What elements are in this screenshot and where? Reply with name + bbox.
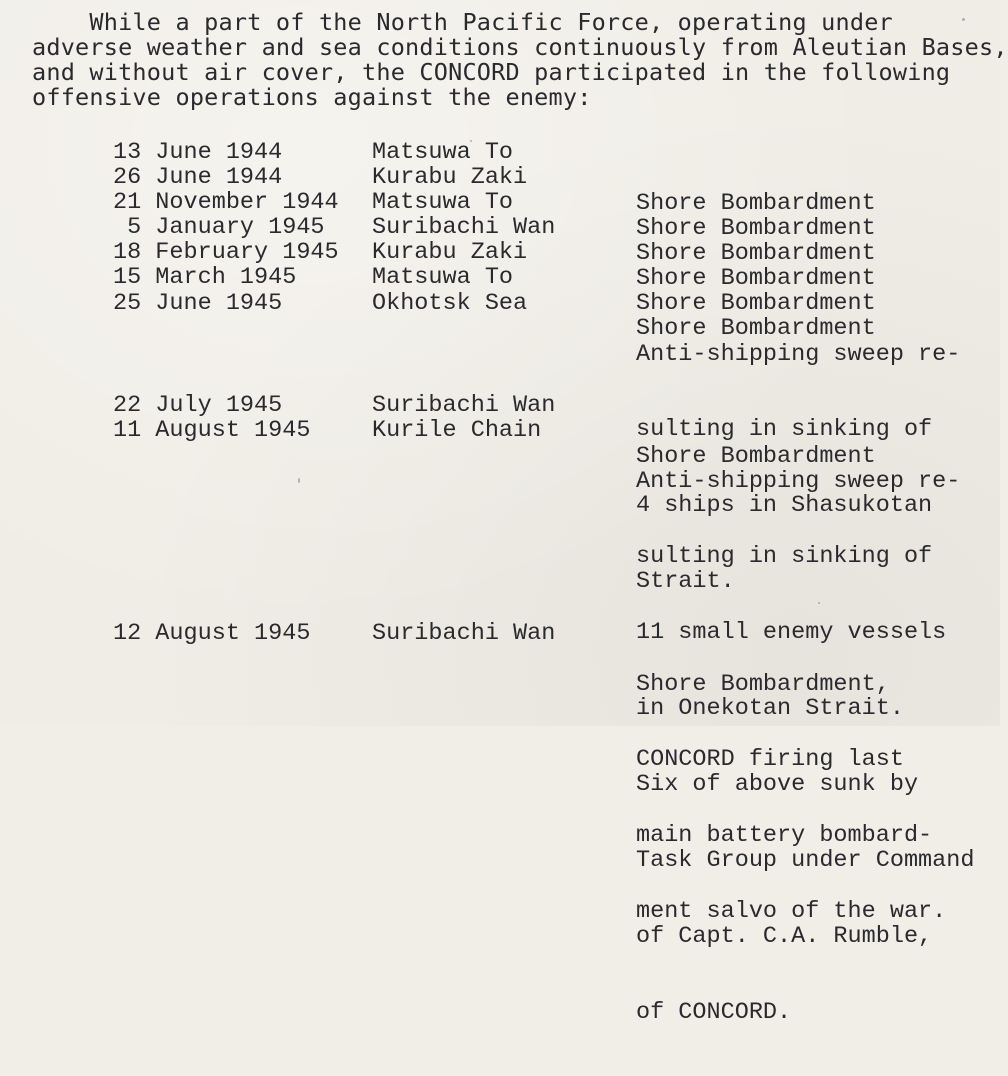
- paper-speck: [962, 18, 965, 21]
- operation-date: 11 August 1945: [113, 417, 311, 444]
- operation-action: [636, 621, 946, 975]
- operation-date: 5 January 1945: [113, 214, 325, 241]
- operation-action-line: Shore Bombardment: [636, 314, 876, 342]
- operation-location: Suribachi Wan: [372, 392, 556, 419]
- operation-action-line: Shore Bombardment: [636, 442, 876, 470]
- operation-location: Okhotsk Sea: [372, 290, 528, 317]
- operation-action-line: sulting in sinking of: [636, 543, 933, 571]
- paper-speck: [298, 478, 300, 483]
- operation-location: Kurile Chain: [372, 417, 542, 444]
- operation-date: 18 February 1945: [113, 239, 339, 266]
- operation-date: 12 August 1945: [113, 620, 311, 647]
- operation-action-line: Shore Bombardment: [636, 214, 876, 242]
- operation-action-line: of CONCORD.: [636, 998, 792, 1026]
- operation-action-line: 11 small enemy vessels: [636, 619, 947, 647]
- operation-action-line: Strait.: [636, 568, 735, 596]
- operation-date: 15 March 1945: [113, 264, 297, 291]
- operation-location: Kurabu Zaki: [372, 164, 528, 191]
- operation-date: 22 July 1945: [113, 392, 283, 419]
- operation-date: 21 November 1944: [113, 189, 339, 216]
- intro-line: adverse weather and sea conditions continuously from Aleutian Bases,: [32, 33, 1008, 61]
- operation-action-line: 4 ships in Shasukotan: [636, 492, 933, 520]
- intro-paragraph: [32, 8, 1008, 111]
- operation-action-line: sulting in sinking of: [636, 416, 933, 444]
- operation-action-line: of Capt. C.A. Rumble,: [636, 922, 933, 950]
- operation-action-line: ment salvo of the war.: [636, 898, 947, 926]
- operation-action-line: Shore Bombardment,: [636, 670, 890, 698]
- operation-date: 25 June 1945: [113, 290, 283, 317]
- operation-location: Matsuwa To: [372, 139, 514, 166]
- operation-action-line: Six of above sunk by: [636, 771, 919, 799]
- operation-date: 26 June 1944: [113, 164, 283, 191]
- paper-speck: [818, 602, 820, 604]
- intro-line: offensive operations against the enemy:: [32, 83, 592, 111]
- operation-location: Suribachi Wan: [372, 214, 556, 241]
- intro-line: While a part of the North Pacific Force, operating under: [32, 8, 893, 36]
- operation-action-line: Shore Bombardment: [636, 289, 876, 317]
- operation-action-line: CONCORD firing last: [636, 746, 904, 774]
- operation-action-line: Shore Bombardment: [636, 239, 876, 267]
- operation-action-line: Task Group under Command: [636, 847, 975, 875]
- operation-location: Matsuwa To: [372, 189, 514, 216]
- intro-line: and without air cover, the CONCORD participated in the following: [32, 58, 951, 86]
- operation-action-line: main battery bombard-: [636, 822, 933, 850]
- operation-location: Kurabu Zaki: [372, 239, 528, 266]
- operation-action-line: Shore Bombardment: [636, 189, 876, 217]
- operation-action-line: Anti-shipping sweep re-: [636, 467, 961, 495]
- operation-action-line: in Onekotan Strait.: [636, 695, 904, 723]
- paper-speck: [470, 140, 472, 142]
- operation-location: Suribachi Wan: [372, 620, 556, 647]
- operation-action-line: Anti-shipping sweep re-: [636, 340, 961, 368]
- operation-location: Matsuwa To: [372, 264, 514, 291]
- operation-action-line: Shore Bombardment: [636, 264, 876, 292]
- operation-date: 13 June 1944: [113, 139, 283, 166]
